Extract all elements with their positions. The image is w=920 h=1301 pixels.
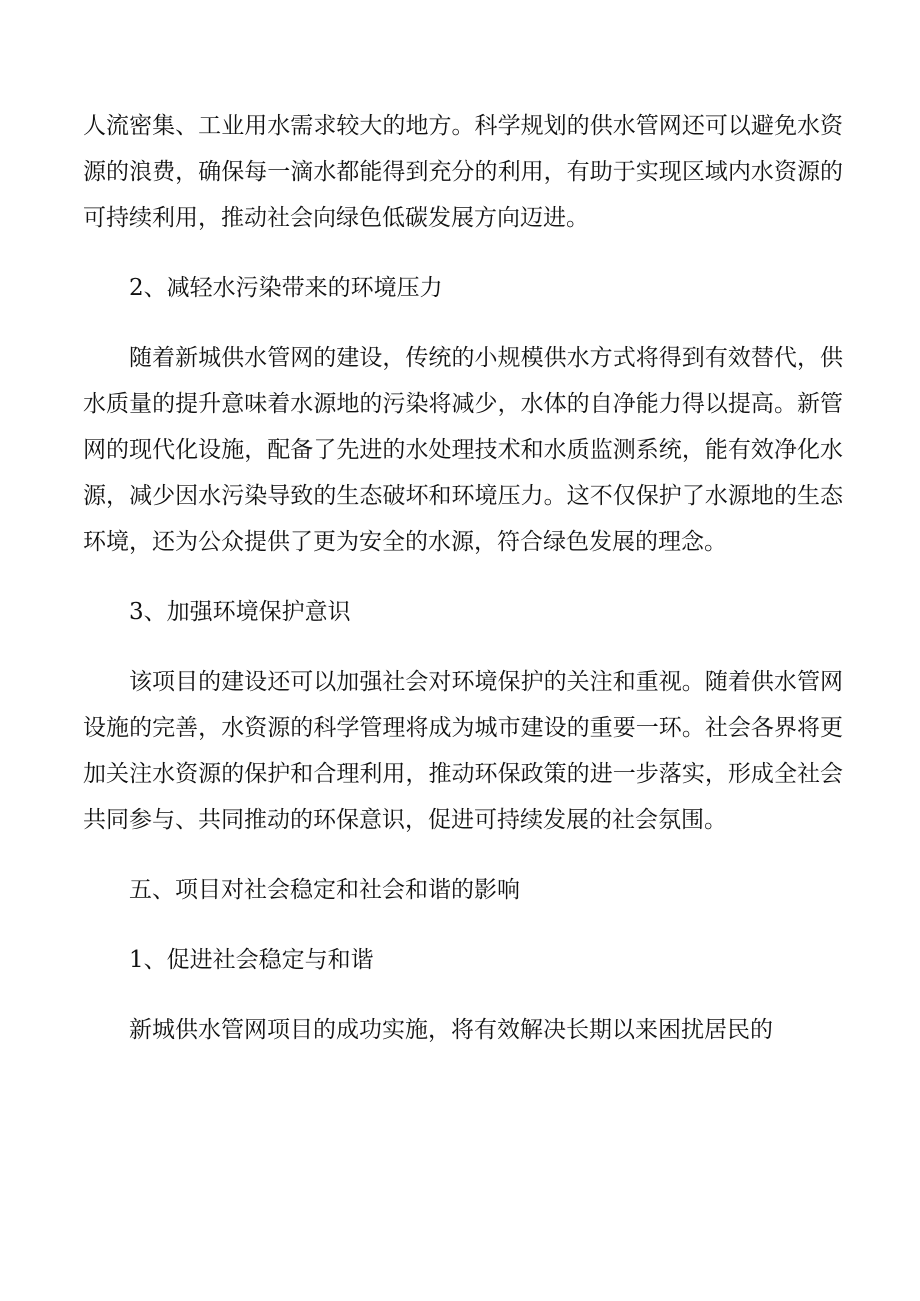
heading-environmental-awareness: 3、加强环境保护意识 (129, 599, 351, 625)
paragraph-water-resource-use: 人流密集、工业用水需求较大的地方。科学规划的供水管网还可以避免水资源的浪费，确保每一滴水都能得到充分的利用，有助于实现区域内水资源的可持续利用，推动社会向绿色低碳发展方向迈进。 (83, 113, 843, 231)
paragraph-water-pollution: 随着新城供水管网的建设，传统的小规模供水方式将得到有效替代，供水质量的提升意味着水源地的污染将减少，水体的自净能力得以提高。新管网的现代化设施，配备了先进的水处理技术和水质监测系统，能有效净化水源，减少因水污染导致的生态破坏和环境压力。这不仅保护了水源地的生态环境，还为公众提供了更为安全的水源，符合绿色发展的理念。 (83, 345, 843, 555)
heading-social-stability-section: 五、项目对社会稳定和社会和谐的影响 (129, 877, 520, 903)
paragraph-project-implementation: 新城供水管网项目的成功实施，将有效解决长期以来困扰居民的 (129, 1017, 773, 1043)
heading-reduce-water-pollution: 2、减轻水污染带来的环境压力 (129, 275, 443, 301)
heading-promote-stability: 1、促进社会稳定与和谐 (129, 947, 374, 973)
paragraph-environmental-awareness: 该项目的建设还可以加强社会对环境保护的关注和重视。随着供水管网设施的完善，水资源的科学管理将成为城市建设的重要一环。社会各界将更加关注水资源的保护和合理利用，推动环保政策的进一步落实，形成全社会共同参与、共同推动的环保意识，促进可持续发展的社会氛围。 (83, 669, 843, 833)
document-body (83, 103, 843, 1077)
